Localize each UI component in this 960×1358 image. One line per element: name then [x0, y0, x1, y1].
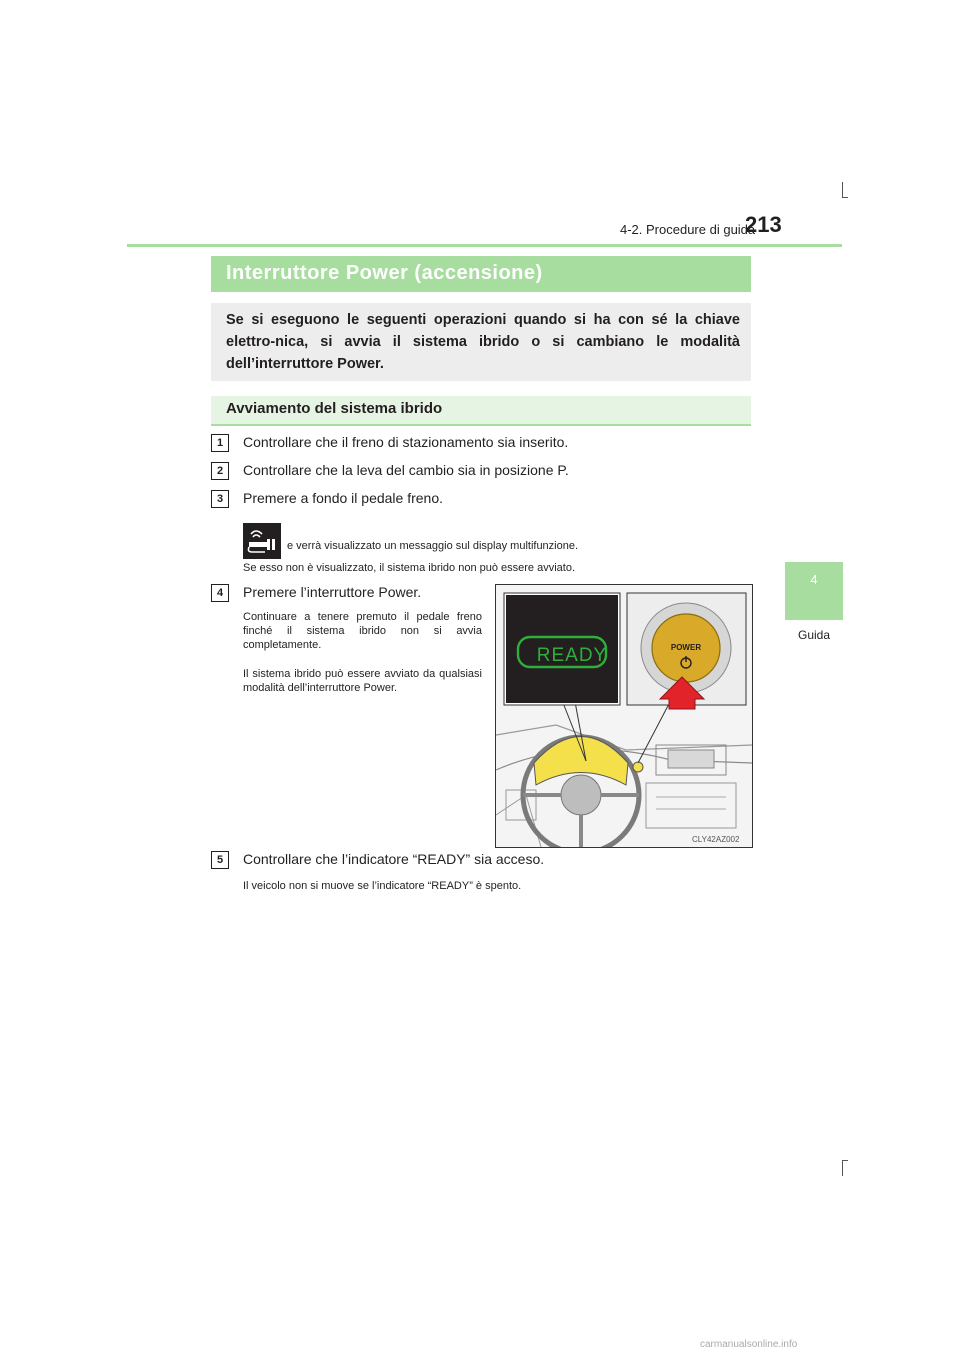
step-number-5: 5 — [211, 851, 229, 869]
illustration-code: CLY42AZ002 — [692, 835, 740, 844]
page-number: 213 — [745, 212, 782, 237]
crop-mark-top — [842, 182, 843, 198]
step-4-note-1: Continuare a tenere premuto il pedale freno finché il sistema ibrido non si avvia completamente. — [243, 611, 482, 651]
step-3-indicator-note: e verrà visualizzato un messaggio sul display multifunzione. — [287, 540, 579, 552]
power-button-label: POWER — [670, 643, 702, 652]
watermark: carmanualsonline.info — [700, 1339, 798, 1350]
crop-mark-bottom-foot — [842, 1160, 848, 1161]
step-1-text: Controllare che il freno di stazionamento sia inserito. — [243, 434, 569, 450]
intro-text: Se si eseguono le seguenti operazioni quando si ha con sé la chiave elettro-nica, si avvia il sistema ibrido o si cambiano le modalità dell’interruttore Power. — [226, 312, 740, 372]
step-number-1: 1 — [211, 434, 229, 452]
step-number-4: 4 — [211, 584, 229, 602]
step-5-text: Controllare che l’indicatore “READY” sia acceso. — [243, 851, 545, 867]
chapter-tab — [785, 562, 843, 620]
subsection-title: Avviamento del sistema ibrido — [226, 400, 443, 417]
crop-mark-bottom — [842, 1160, 843, 1176]
step-3-text: Premere a fondo il pedale freno. — [243, 490, 444, 506]
step-3-warning-note: Se esso non è visualizzato, il sistema ibrido non può essere avviato. — [243, 562, 576, 574]
header-rule — [127, 244, 842, 247]
power-switch-illustration — [495, 584, 753, 848]
crop-mark-top-foot — [842, 197, 848, 198]
step-4-text: Premere l’interruttore Power. — [243, 584, 422, 600]
chapter-number: 4 — [810, 572, 818, 587]
chapter-label: Guida — [797, 628, 831, 642]
section-header: 4-2. Procedure di guida — [620, 222, 756, 237]
step-2-text: Controllare che la leva del cambio sia in posizione P. — [243, 462, 569, 478]
step-4-note-2: Il sistema ibrido può essere avviato da qualsiasi modalità dell’interruttore Power. — [243, 668, 482, 694]
step-number-2: 2 — [211, 462, 229, 480]
brake-indicator-icon — [243, 523, 281, 559]
step-number-3: 3 — [211, 490, 229, 508]
section-title: Interruttore Power (accensione) — [226, 262, 543, 284]
ready-indicator-label: READY — [536, 645, 608, 666]
step-5-note: Il veicolo non si muove se l’indicatore “READY” è spento. — [243, 880, 522, 892]
